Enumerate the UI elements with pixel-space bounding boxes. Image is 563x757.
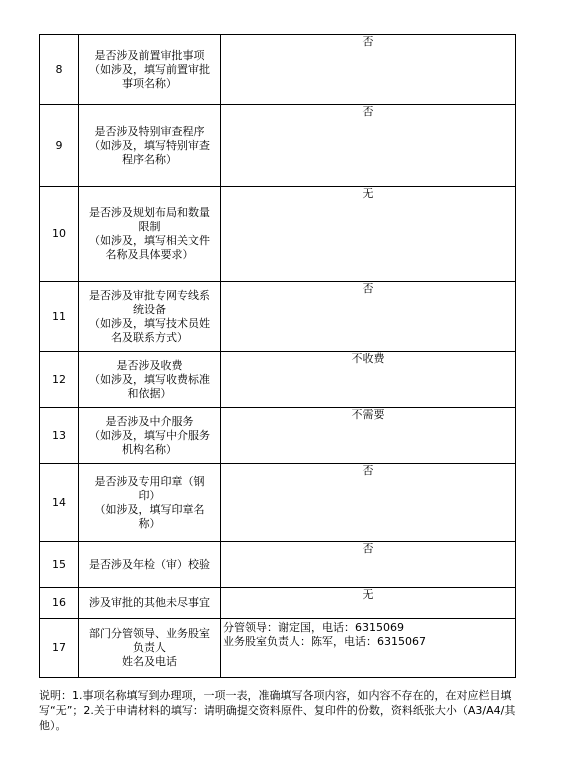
row-number: 16 [40, 588, 79, 619]
item-label-line: 印） [138, 488, 161, 502]
item-label-line: 事项名称） [122, 76, 177, 90]
item-label [79, 282, 221, 352]
item-label-line: （如涉及，填写印章名 [94, 502, 205, 516]
table-row [40, 542, 516, 588]
item-label-line: 称） [138, 516, 161, 530]
item-label-line: 是否涉及前置审批事项 [94, 48, 205, 62]
item-label [79, 542, 221, 588]
item-value: 否 [221, 542, 516, 588]
item-label-line: 名及联系方式） [111, 330, 188, 344]
row-number: 8 [40, 35, 79, 105]
item-label-line: 和依据） [127, 386, 172, 400]
item-label-line: 涉及审批的其他未尽事宜 [89, 596, 210, 609]
item-label-line: 负责人 [133, 641, 166, 654]
item-label-line: 统设备 [133, 302, 166, 316]
table-row [40, 105, 516, 187]
row-number: 15 [40, 542, 79, 588]
item-label [79, 352, 221, 408]
row-number: 13 [40, 408, 79, 464]
item-value: 不收费 [221, 352, 516, 408]
item-label-line: 是否涉及审批专网专线系 [89, 288, 210, 302]
item-label-line: 程序名称） [122, 152, 177, 166]
item-label [79, 619, 221, 678]
item-label [79, 187, 221, 282]
contact-info [221, 619, 516, 678]
row-number: 11 [40, 282, 79, 352]
item-label [79, 464, 221, 542]
row-number: 12 [40, 352, 79, 408]
item-label [79, 588, 221, 619]
item-label [79, 408, 221, 464]
item-label-line: （如涉及，填写中介服务 [89, 428, 210, 442]
leader-contact: 分管领导：谢定国，电话：6315069 [223, 621, 404, 634]
item-label-line: 姓名及电话 [122, 655, 177, 668]
row-number: 17 [40, 619, 79, 678]
item-value: 否 [221, 105, 516, 187]
row-number: 10 [40, 187, 79, 282]
item-value: 无 [221, 187, 516, 282]
table-row [40, 408, 516, 464]
item-label-line: （如涉及，填写收费标准 [89, 372, 210, 386]
item-label-line: 是否涉及规划布局和数量 [89, 206, 210, 219]
table-row [40, 588, 516, 619]
item-label [79, 105, 221, 187]
item-label-line: 部门分管领导、业务股室 [89, 627, 210, 640]
item-value: 无 [221, 588, 516, 619]
approval-details-table [39, 34, 516, 678]
table-row [40, 35, 516, 105]
item-label-line: 机构名称） [122, 442, 177, 456]
item-label-line: （如涉及，填写技术员姓 [89, 316, 210, 330]
table-row [40, 619, 516, 678]
table-row [40, 282, 516, 352]
explanatory-note: 说明：1.事项名称填写到办理项，一项一表，准确填写各项内容，如内容不存在的，在对应栏目填写“无”；2.关于申请材料的填写：请明确提交资料原件、复印件的份数，资料纸张大小（A3/A4/其他）。 [39, 689, 516, 732]
table-row [40, 464, 516, 542]
office-head-contact: 业务股室负责人：陈军，电话：6315067 [223, 635, 426, 648]
item-label-line: （如涉及，填写特别审查 [89, 138, 210, 152]
table-body [40, 35, 516, 678]
item-label-line: 是否涉及收费 [116, 358, 183, 372]
item-label-line: 是否涉及专用印章（钢 [94, 474, 205, 488]
table-row [40, 352, 516, 408]
row-number: 9 [40, 105, 79, 187]
item-label-line: （如涉及，填写前置审批 [89, 62, 210, 76]
item-label [79, 35, 221, 105]
item-label-line: 是否涉及年检（审）校验 [89, 557, 210, 571]
table-row [40, 187, 516, 282]
item-value: 不需要 [221, 408, 516, 464]
item-label-line: （如涉及，填写相关文件 [89, 234, 210, 247]
item-label-line: 是否涉及中介服务 [105, 414, 194, 428]
item-label-line: 名称及具体要求） [105, 248, 194, 261]
item-label-line: 是否涉及特别审查程序 [94, 124, 205, 138]
item-value: 否 [221, 35, 516, 105]
item-label-line: 限制 [138, 220, 161, 233]
row-number: 14 [40, 464, 79, 542]
item-value: 否 [221, 464, 516, 542]
item-value: 否 [221, 282, 516, 352]
